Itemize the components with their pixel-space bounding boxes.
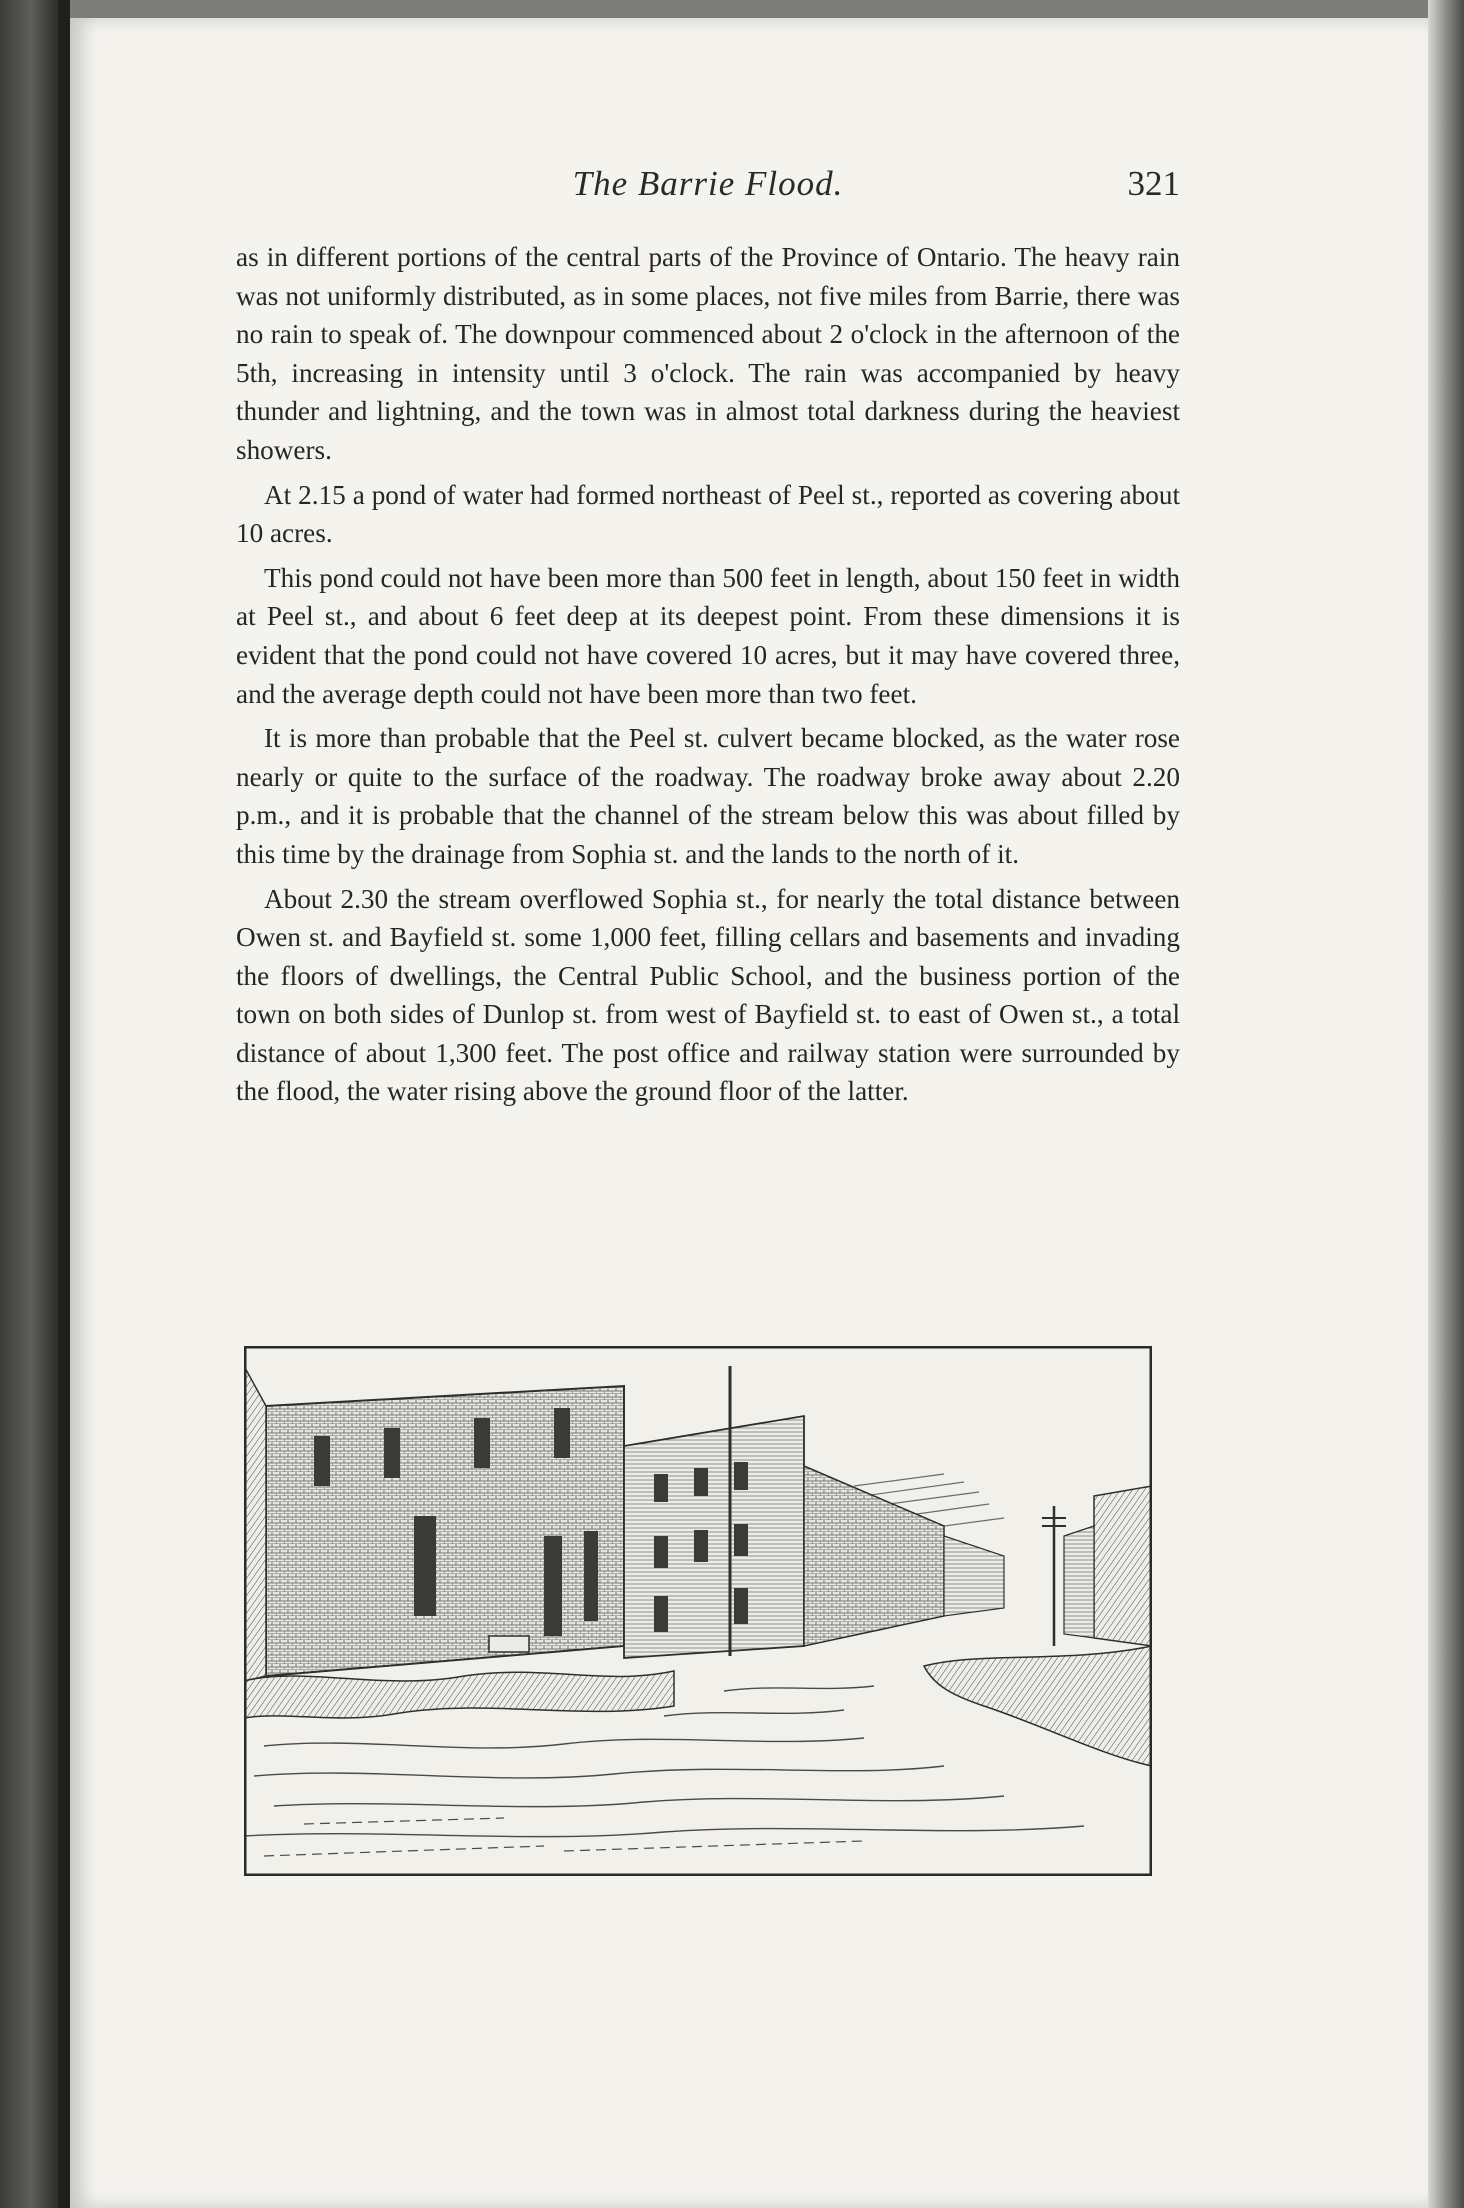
page-number: 321 (1127, 164, 1180, 203)
body-text (236, 238, 1180, 1111)
paragraph-3: This pond could not have been more than 500 feet in length, about 150 feet in width at Peel st., and about 6 feet deep at its deepest point. From these dimensions it is evident that the pond could not have covered 10 acres, but it may have covered three, and the average depth could not have been more than two feet. (236, 562, 1180, 709)
paragraph-1: as in different portions of the central parts of the Province of Ontario. The heavy rain was not uniformly distributed, as in some places, not five miles from Barrie, there was no rain to speak of. The downpour commenced about 2 o'clock in the afternoon of the 5th, increasing in intensity until 3 o'clock. The rain was accompanied by heavy thunder and lightning, and the town was in almost total darkness during the heaviest showers. (236, 242, 1180, 465)
paragraph-5: About 2.30 the stream overflowed Sophia st., for nearly the total distance between Owen st. and Bayfield st. some 1,000 feet, filling cellars and basements and invading the floors of dwellings, the Central Public School, and the business portion of the town on both sides of Dunlop st. from west of Bayfield st. to east of Owen st., a total distance of about 1,300 feet. The post office and railway station were surrounded by the flood, the water rising above the ground floor of the latter. (236, 883, 1180, 1107)
book-gutter (58, 0, 70, 2208)
page-edge-shadow (1428, 0, 1464, 2208)
paragraph-4: It is more than probable that the Peel st. culvert became blocked, as the water rose nearly or quite to the surface of the roadway. The roadway broke away about 2.20 p.m., and it is probable that the channel of the stream below this was about filled by this time by the drainage from Sophia st. and the lands to the north of it. (236, 723, 1180, 869)
flooded-street-engraving (244, 1346, 1152, 1876)
running-title: The Barrie Flood. (572, 164, 844, 203)
page-header (236, 164, 1180, 224)
paragraph-2: At 2.15 a pond of water had formed northeast of Peel st., reported as covering about 10 acres. (236, 479, 1180, 549)
scan-top-margin (70, 0, 1464, 18)
